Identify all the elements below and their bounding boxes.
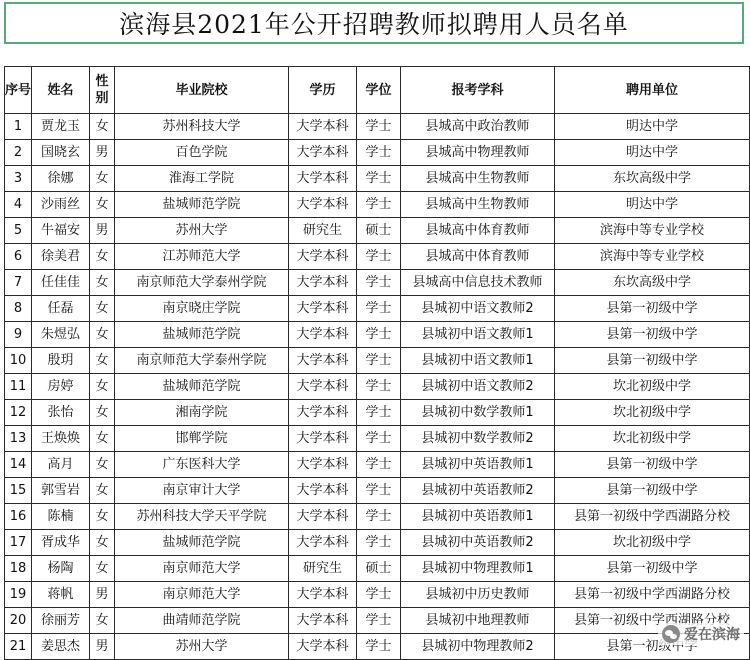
cell-gender: 女 xyxy=(90,348,115,374)
cell-employer: 坎北初级中学 xyxy=(555,400,750,426)
cell-degree: 学士 xyxy=(357,608,401,634)
table-row xyxy=(5,374,750,400)
cell-education: 大学本科 xyxy=(289,166,357,192)
cell-degree: 学士 xyxy=(357,504,401,530)
cell-name: 杨陶 xyxy=(32,556,90,582)
cell-school: 盐城师范学院 xyxy=(115,192,289,218)
table-row xyxy=(5,608,750,634)
cell-gender: 男 xyxy=(90,140,115,166)
header-row xyxy=(5,67,750,114)
cell-no: 1 xyxy=(5,114,32,140)
cell-gender: 女 xyxy=(90,296,115,322)
cell-gender: 女 xyxy=(90,270,115,296)
cell-employer: 县第一初级中学西湖路分校 xyxy=(555,608,750,634)
cell-employer: 明达中学 xyxy=(555,140,750,166)
cell-no: 12 xyxy=(5,400,32,426)
table-row xyxy=(5,270,750,296)
table-row xyxy=(5,556,750,582)
cell-gender: 女 xyxy=(90,322,115,348)
cell-degree: 学士 xyxy=(357,296,401,322)
cell-no: 18 xyxy=(5,556,32,582)
cell-degree: 学士 xyxy=(357,374,401,400)
cell-no: 17 xyxy=(5,530,32,556)
header-degree: 学位 xyxy=(357,67,401,114)
cell-degree: 学士 xyxy=(357,400,401,426)
table-row xyxy=(5,426,750,452)
cell-name: 郭雪岩 xyxy=(32,478,90,504)
cell-gender: 女 xyxy=(90,452,115,478)
cell-employer: 县第一初级中学西湖路分校 xyxy=(555,504,750,530)
cell-no: 20 xyxy=(5,608,32,634)
table-row xyxy=(5,634,750,660)
cell-name: 沙雨丝 xyxy=(32,192,90,218)
cell-name: 徐娜 xyxy=(32,166,90,192)
table-row xyxy=(5,192,750,218)
cell-degree: 学士 xyxy=(357,634,401,660)
cell-gender: 女 xyxy=(90,478,115,504)
cell-no: 4 xyxy=(5,192,32,218)
cell-employer: 县第一初级中学西湖路分校 xyxy=(555,582,750,608)
cell-education: 研究生 xyxy=(289,556,357,582)
cell-subject: 县城高中体育教师 xyxy=(401,244,555,270)
table-row xyxy=(5,452,750,478)
table-row xyxy=(5,244,750,270)
cell-employer: 坎北初级中学 xyxy=(555,374,750,400)
cell-employer: 县第一初级中学 xyxy=(555,348,750,374)
cell-no: 6 xyxy=(5,244,32,270)
cell-gender: 女 xyxy=(90,556,115,582)
page-title: 滨海县2021年公开招聘教师拟聘用人员名单 xyxy=(119,5,629,41)
table-row xyxy=(5,218,750,244)
chat-bubbles-icon xyxy=(662,625,680,643)
cell-school: 盐城师范学院 xyxy=(115,374,289,400)
cell-gender: 女 xyxy=(90,426,115,452)
table-row xyxy=(5,322,750,348)
cell-employer: 县第一初级中学 xyxy=(555,296,750,322)
table-row xyxy=(5,400,750,426)
cell-education: 大学本科 xyxy=(289,296,357,322)
cell-subject: 县城高中物理教师 xyxy=(401,140,555,166)
cell-no: 13 xyxy=(5,426,32,452)
cell-no: 15 xyxy=(5,478,32,504)
cell-employer: 东坎高级中学 xyxy=(555,270,750,296)
cell-no: 9 xyxy=(5,322,32,348)
cell-gender: 女 xyxy=(90,244,115,270)
cell-gender: 女 xyxy=(90,192,115,218)
cell-education: 大学本科 xyxy=(289,322,357,348)
cell-degree: 学士 xyxy=(357,478,401,504)
cell-education: 大学本科 xyxy=(289,192,357,218)
cell-subject: 县城初中地理教师 xyxy=(401,608,555,634)
cell-degree: 学士 xyxy=(357,166,401,192)
cell-degree: 学士 xyxy=(357,452,401,478)
cell-name: 陈楠 xyxy=(32,504,90,530)
cell-employer: 县第一初级中学 xyxy=(555,478,750,504)
table-row xyxy=(5,296,750,322)
cell-subject: 县城初中语文教师2 xyxy=(401,374,555,400)
cell-school: 曲靖师范学院 xyxy=(115,608,289,634)
cell-subject: 县城初中数学教师1 xyxy=(401,400,555,426)
cell-degree: 学士 xyxy=(357,348,401,374)
cell-school: 南京晓庄学院 xyxy=(115,296,289,322)
cell-school: 南京师范大学泰州学院 xyxy=(115,348,289,374)
table-row xyxy=(5,504,750,530)
cell-degree: 硕士 xyxy=(357,218,401,244)
cell-degree: 学士 xyxy=(357,192,401,218)
cell-school: 邯郸学院 xyxy=(115,426,289,452)
cell-school: 湘南学院 xyxy=(115,400,289,426)
cell-name: 牛福安 xyxy=(32,218,90,244)
cell-name: 胥成华 xyxy=(32,530,90,556)
cell-no: 16 xyxy=(5,504,32,530)
cell-gender: 女 xyxy=(90,114,115,140)
cell-gender: 女 xyxy=(90,504,115,530)
cell-gender: 女 xyxy=(90,166,115,192)
cell-education: 大学本科 xyxy=(289,270,357,296)
cell-school: 南京师范大学 xyxy=(115,582,289,608)
cell-name: 殷玥 xyxy=(32,348,90,374)
cell-no: 2 xyxy=(5,140,32,166)
cell-subject: 县城初中数学教师2 xyxy=(401,426,555,452)
cell-name: 朱煜弘 xyxy=(32,322,90,348)
cell-name: 任佳佳 xyxy=(32,270,90,296)
cell-school: 盐城师范学院 xyxy=(115,322,289,348)
table-row xyxy=(5,348,750,374)
watermark xyxy=(658,623,744,645)
cell-employer: 明达中学 xyxy=(555,114,750,140)
cell-school: 苏州大学 xyxy=(115,218,289,244)
cell-education: 大学本科 xyxy=(289,582,357,608)
cell-no: 11 xyxy=(5,374,32,400)
cell-school: 苏州科技大学天平学院 xyxy=(115,504,289,530)
cell-no: 19 xyxy=(5,582,32,608)
cell-degree: 学士 xyxy=(357,582,401,608)
cell-no: 21 xyxy=(5,634,32,660)
cell-subject: 县城高中信息技术教师 xyxy=(401,270,555,296)
cell-education: 大学本科 xyxy=(289,400,357,426)
cell-subject: 县城初中语文教师1 xyxy=(401,322,555,348)
header-gender: 性别 xyxy=(90,67,115,114)
cell-no: 10 xyxy=(5,348,32,374)
cell-subject: 县城初中历史教师 xyxy=(401,582,555,608)
cell-subject: 县城高中生物教师 xyxy=(401,192,555,218)
cell-name: 姜思杰 xyxy=(32,634,90,660)
cell-school: 盐城师范学院 xyxy=(115,530,289,556)
cell-education: 研究生 xyxy=(289,218,357,244)
cell-name: 王焕焕 xyxy=(32,426,90,452)
cell-education: 大学本科 xyxy=(289,140,357,166)
cell-degree: 学士 xyxy=(357,270,401,296)
header-employer: 聘用单位 xyxy=(555,67,750,114)
cell-degree: 硕士 xyxy=(357,556,401,582)
cell-subject: 县城初中语文教师1 xyxy=(401,348,555,374)
cell-degree: 学士 xyxy=(357,426,401,452)
cell-name: 张怡 xyxy=(32,400,90,426)
cell-school: 广东医科大学 xyxy=(115,452,289,478)
cell-degree: 学士 xyxy=(357,140,401,166)
table-row xyxy=(5,166,750,192)
cell-education: 大学本科 xyxy=(289,426,357,452)
table-row xyxy=(5,478,750,504)
cell-school: 淮海工学院 xyxy=(115,166,289,192)
cell-subject: 县城高中体育教师 xyxy=(401,218,555,244)
cell-employer: 明达中学 xyxy=(555,192,750,218)
cell-no: 7 xyxy=(5,270,32,296)
cell-school: 苏州大学 xyxy=(115,634,289,660)
cell-name: 任磊 xyxy=(32,296,90,322)
cell-name: 贾龙玉 xyxy=(32,114,90,140)
table-row xyxy=(5,530,750,556)
watermark-text: 爱在滨海 xyxy=(684,624,740,644)
cell-subject: 县城初中英语教师2 xyxy=(401,478,555,504)
cell-gender: 女 xyxy=(90,374,115,400)
cell-degree: 学士 xyxy=(357,530,401,556)
cell-employer: 县第一初级中学 xyxy=(555,634,750,660)
cell-education: 大学本科 xyxy=(289,374,357,400)
cell-name: 国晓玄 xyxy=(32,140,90,166)
cell-school: 南京审计大学 xyxy=(115,478,289,504)
cell-gender: 女 xyxy=(90,608,115,634)
table-row xyxy=(5,140,750,166)
cell-gender: 男 xyxy=(90,634,115,660)
cell-subject: 县城初中物理教师2 xyxy=(401,634,555,660)
cell-subject: 县城初中英语教师2 xyxy=(401,530,555,556)
cell-education: 大学本科 xyxy=(289,504,357,530)
cell-subject: 县城高中生物教师 xyxy=(401,166,555,192)
cell-employer: 坎北初级中学 xyxy=(555,426,750,452)
cell-gender: 男 xyxy=(90,218,115,244)
cell-education: 大学本科 xyxy=(289,348,357,374)
roster-body xyxy=(5,114,750,660)
cell-employer: 县第一初级中学 xyxy=(555,452,750,478)
cell-school: 苏州科技大学 xyxy=(115,114,289,140)
cell-no: 5 xyxy=(5,218,32,244)
header-name: 姓名 xyxy=(32,67,90,114)
cell-education: 大学本科 xyxy=(289,634,357,660)
table-row xyxy=(5,582,750,608)
cell-name: 蒋帆 xyxy=(32,582,90,608)
cell-employer: 县第一初级中学 xyxy=(555,556,750,582)
cell-no: 3 xyxy=(5,166,32,192)
cell-education: 大学本科 xyxy=(289,244,357,270)
cell-subject: 县城初中英语教师1 xyxy=(401,452,555,478)
cell-subject: 县城初中语文教师2 xyxy=(401,296,555,322)
cell-name: 高月 xyxy=(32,452,90,478)
title-banner xyxy=(4,2,744,44)
header-subject: 报考学科 xyxy=(401,67,555,114)
cell-education: 大学本科 xyxy=(289,608,357,634)
header-no: 序号 xyxy=(5,67,32,114)
table-row xyxy=(5,114,750,140)
cell-gender: 女 xyxy=(90,530,115,556)
cell-employer: 滨海中等专业学校 xyxy=(555,244,750,270)
cell-degree: 学士 xyxy=(357,322,401,348)
roster-table xyxy=(4,66,750,660)
cell-gender: 男 xyxy=(90,582,115,608)
cell-no: 14 xyxy=(5,452,32,478)
cell-education: 大学本科 xyxy=(289,452,357,478)
cell-employer: 坎北初级中学 xyxy=(555,530,750,556)
cell-degree: 学士 xyxy=(357,114,401,140)
cell-school: 南京师范大学 xyxy=(115,556,289,582)
header-education: 学历 xyxy=(289,67,357,114)
cell-gender: 女 xyxy=(90,400,115,426)
cell-employer: 滨海中等专业学校 xyxy=(555,218,750,244)
cell-degree: 学士 xyxy=(357,244,401,270)
cell-no: 8 xyxy=(5,296,32,322)
cell-school: 江苏师范大学 xyxy=(115,244,289,270)
cell-subject: 县城初中物理教师1 xyxy=(401,556,555,582)
cell-education: 大学本科 xyxy=(289,478,357,504)
cell-school: 南京师范大学泰州学院 xyxy=(115,270,289,296)
cell-school: 百色学院 xyxy=(115,140,289,166)
cell-employer: 县第一初级中学 xyxy=(555,322,750,348)
header-school: 毕业院校 xyxy=(115,67,289,114)
cell-name: 徐美君 xyxy=(32,244,90,270)
cell-education: 大学本科 xyxy=(289,530,357,556)
cell-name: 徐丽芳 xyxy=(32,608,90,634)
cell-subject: 县城高中政治教师 xyxy=(401,114,555,140)
cell-education: 大学本科 xyxy=(289,114,357,140)
cell-employer: 东坎高级中学 xyxy=(555,166,750,192)
cell-name: 房婷 xyxy=(32,374,90,400)
cell-subject: 县城初中英语教师1 xyxy=(401,504,555,530)
